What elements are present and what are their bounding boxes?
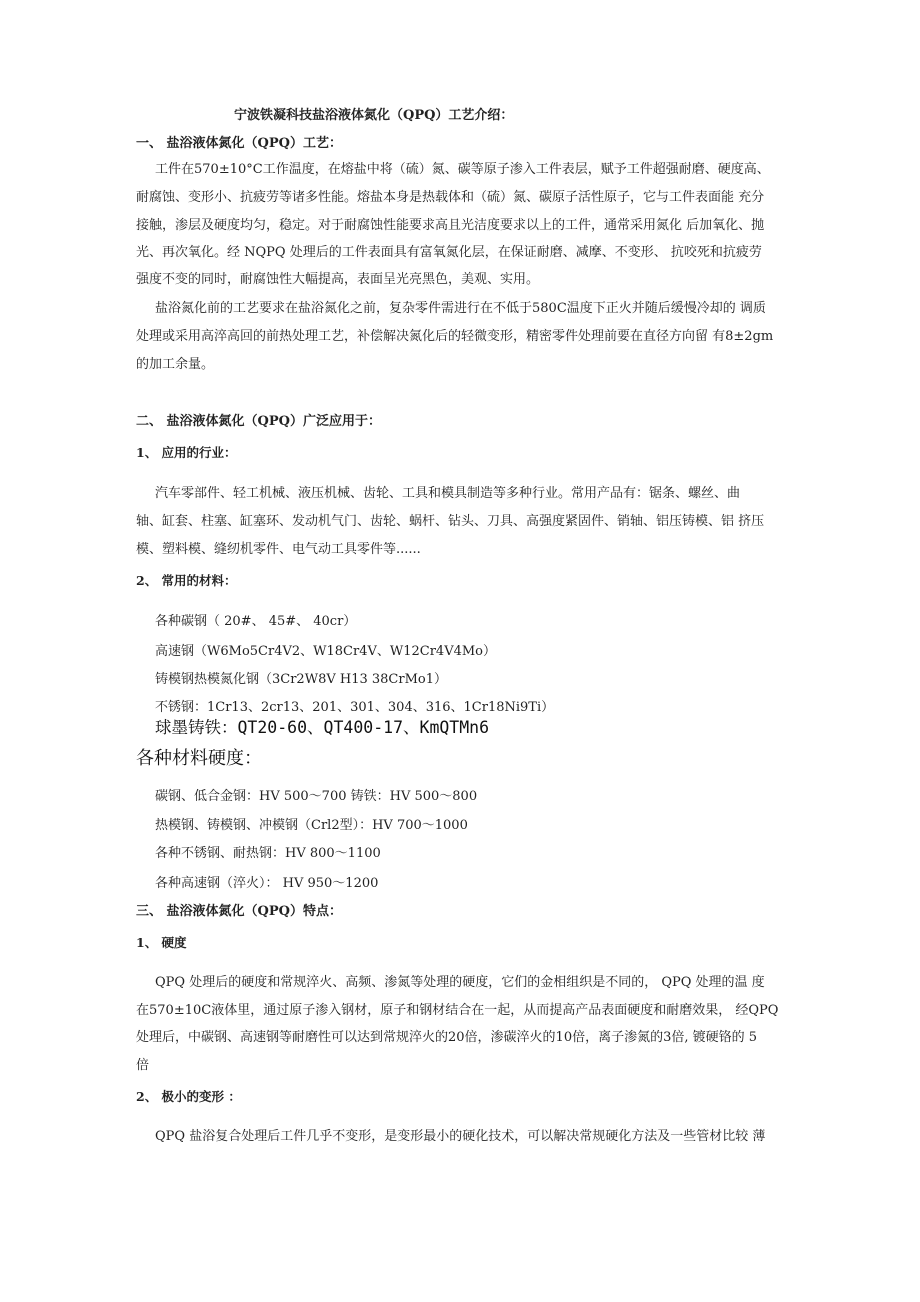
material-item: 不锈钢：1Cr13、2cr13、201、301、304、316、1Cr18Ni9Ti）	[155, 700, 555, 715]
subheading-deformation: 2、 极小的变形 ：	[136, 1089, 241, 1104]
section-2-heading: 二、 盐浴液体氮化（QPQ）广泛应用于：	[136, 414, 381, 429]
paragraph-line: 在570±10C液体里，通过原子渗入钢材，原子和钢材结合在一起，从而提高产品表面硬度和耐磨效果， 经QPQ	[136, 1003, 779, 1018]
paragraph-line: QPQ 处理后的硬度和常规淬火、高频、渗氮等处理的硬度，它们的金相组织是不同的， QPQ 处理的温 度	[155, 975, 765, 990]
paragraph-line: 处理后，中碳钢、高速钢等耐磨性可以达到常规淬火的20倍，渗碳淬火的10倍，离子渗氮的3倍, 镀硬铬的 5	[136, 1030, 758, 1045]
paragraph-line: 处理或采用高淬高回的前热处理工艺，补偿解决氮化后的轻微变形，精密零件处理前要在直径方向留 有8±2gm	[136, 329, 774, 344]
paragraph-line: 强度不变的同时，耐腐蚀性大幅提高，表面呈光亮黑色，美观、实用。	[136, 272, 540, 287]
material-item: 铸模钢热模氮化钢（3Cr2W8V H13 38CrMo1）	[155, 672, 447, 687]
paragraph-line: 轴、缸套、柱塞、缸塞环、发动机气门、齿轮、蜗杆、钻头、刀具、高强度紧固件、销轴、铝压铸模、铝 挤压	[136, 514, 765, 529]
paragraph-line: 光、再次氧化。经 NQPQ 处理后的工件表面具有富氧氮化层，在保证耐磨、减摩、不变形、 抗咬死和抗疲劳	[136, 245, 762, 260]
paragraph-line: 汽车零部件、轻工机械、液压机械、齿轮、工具和模具制造等多种行业。常用产品有：锯条、螺丝、曲	[155, 486, 741, 501]
material-item: 各种碳钢（ 20#、 45#、 40cr）	[155, 614, 357, 629]
paragraph-line: 耐腐蚀、变形小、抗疲劳等诸多性能。熔盐本身是热载体和（硫）氮、碳原子活性原子，它与工件表面能 充分	[136, 190, 765, 205]
paragraph-line: 接触，渗层及硬度均匀，稳定。对于耐腐蚀性能要求高且光洁度要求以上的工件，通常采用氮化 后加氧化、抛	[136, 218, 765, 233]
hardness-item: 碳钢、低合金钢：HV 500～700 铸铁：HV 500～800	[155, 789, 478, 804]
paragraph-line: QPQ 盐浴复合处理后工件几乎不变形，是变形最小的硬化技术，可以解决常规硬化方法及一些管材比较 薄	[155, 1129, 766, 1144]
hardness-heading: 各种材料硬度：	[136, 748, 262, 769]
material-item: 高速钢（W6Mo5Cr4V2、W18Cr4V、W12Cr4V4Mo）	[155, 644, 496, 659]
subheading-hardness: 1、 硬度	[136, 935, 187, 950]
section-3-heading: 三、 盐浴液体氮化（QPQ）特点：	[136, 904, 342, 919]
paragraph-line: 盐浴氮化前的工艺要求在盐浴氮化之前，复杂零件需进行在不低于580C温度下正火并随后缓慢冷却的 调质	[155, 301, 766, 316]
paragraph-line: 工件在570±10°C工作温度，在熔盐中将（硫）氮、碳等原子渗入工件表层，赋予工件超强耐磨、硬度高、	[155, 162, 770, 177]
hardness-item: 各种高速钢（淬火）： HV 950～1200	[155, 876, 379, 891]
paragraph-line: 模、塑料模、缝纫机零件、电气动工具零件等......	[136, 542, 421, 557]
paragraph-line: 的加工余量。	[136, 357, 215, 372]
document-title: 宁波铁凝科技盐浴液体氮化（QPQ）工艺介绍：	[234, 108, 514, 123]
section-1-heading: 一、 盐浴液体氮化（QPQ）工艺：	[136, 136, 342, 151]
hardness-item: 各种不锈钢、耐热钢：HV 800～1100	[155, 846, 381, 861]
paragraph-line: 倍	[136, 1058, 150, 1073]
hardness-item: 热模钢、铸模钢、冲模钢（Crl2型）：HV 700～1000	[155, 818, 468, 833]
subheading-materials: 2、 常用的材料：	[136, 573, 237, 588]
subheading-industries: 1、 应用的行业：	[136, 445, 237, 460]
cast-iron-line: 球墨铸铁：QT20-60、QT400-17、KmQTMn6	[155, 718, 490, 737]
